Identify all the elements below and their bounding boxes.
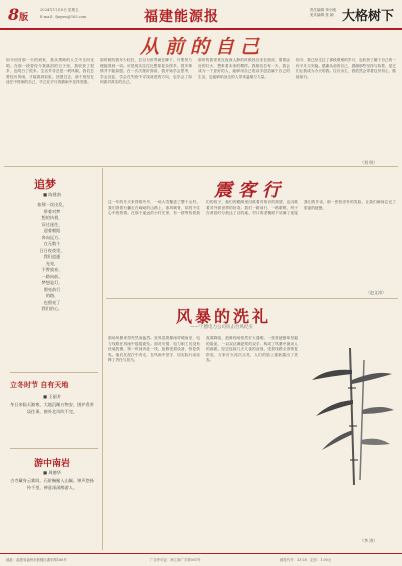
poem3-author: ■ 周德华 xyxy=(43,470,61,475)
poem-line: 光亮， xyxy=(45,260,59,266)
poem-line: 想的执着， xyxy=(41,215,63,220)
poem-line: 迎着朝阳 xyxy=(43,228,61,233)
date-line: 2024年11月8日 星期五 xyxy=(40,8,79,12)
poem-line: 也照亮了 xyxy=(43,299,61,305)
page-number: 8版 xyxy=(8,5,29,24)
divider xyxy=(102,168,103,550)
poem2-author: ■ 王丽芳 xyxy=(43,394,61,399)
page-header xyxy=(0,0,402,30)
article1-title: 从前的自己 xyxy=(140,36,266,58)
footer-ad-license: 广告许可证：闽工商广字第001号 xyxy=(150,558,201,562)
article2-body: 这一年的冬天来得格外早，一场大雪覆盖了整个山村。我们背着行囊走在崎岖的山路上，寒风刺骨，却挡不住心中的热情。在那个遥远的小村庄里，有一群等待着我们的孩子，他们的眼睛里闪烁着对知识的渴望，也闪烁着对外面世界的好奇。我们一路前行，一路歌唱，终于在黄昏时分抵达了目的地。村口的老槐树下站满了迎接我们的乡亲，那一张张淳朴的笑脸，让我们瞬间忘记了旅途的疲惫。 xyxy=(108,200,396,216)
poem-line: 穿过迷茫， xyxy=(41,221,63,227)
poem-line: 的路， xyxy=(45,293,59,298)
article1-col4: 如今，我已经走过了那段艰难的岁月，也收获了属于自己的一份平凡与安稳。感谢从前的自己，感谢那些坚持与执着，是它们让我成为今天的我。往后余生，我依然会带着这份初心，继续前行。 xyxy=(296,58,396,79)
editor-block: 责任编辑 李小刚 美术编辑 张 颖 xyxy=(309,8,336,17)
poem2-body: 冬日来临天渐寒，大地沉睡万物安。围炉煮茶谈往事，窗外北风吹不完。 xyxy=(10,402,94,414)
article1-col2: 那时候的我年少轻狂，总以为世界就在脚下，只要努力便能得到一切。可是现实往往比想象复杂得多，很多事情并不能如愿。在一次次挫折面前，我开始学会思考，学会沉淀，学会在失败中寻找前进的方向，也学会了如何面对真实的自己。 xyxy=(100,58,192,85)
poem-line: 日日夜夜里， xyxy=(39,247,65,253)
divider xyxy=(4,166,398,167)
article1-col1: 如今回首那一天的到来，我从黑暗的人生中走向光明。在那一段曾经令我落泪的日子里，我收获了很多，也明白了很多。生活并非总是一帆风顺，我们总要经历风雨，才能看到彩虹。回望过去，那个曾经在迷茫中徘徊的自己，早已在岁月的磨砺中变得坚强。 xyxy=(6,58,94,85)
footer-address: 地址：福建省福州市鼓楼区湖东路168号 xyxy=(6,558,67,562)
poem1-author: ■ 陈建南 xyxy=(43,192,61,197)
article3-body1: 那场风暴来得突然而猛烈。狂风卷着暴雨呼啸而至，电力线路在风雨中摇摇欲坠。面对灾情，电力职工们没有丝毫犹豫，第一时间奔赴一线，抢修受损设备，恢复供电。他们在泥泞中奔走，在风雨中坚守，用实际行动诠释了责任与担当。 xyxy=(108,336,200,363)
article1-author: （刘 明） xyxy=(360,160,378,165)
section-title: 大格树下 xyxy=(341,9,394,24)
poem-line: 我们的心。 xyxy=(41,306,63,311)
poem-line: 一路向前。 xyxy=(41,273,63,279)
article2-author: （赵文涛） xyxy=(366,290,386,295)
poem-line: 照亮前行 xyxy=(43,286,61,292)
poem-line: 不曾放弃， xyxy=(41,267,63,272)
poem2-heading: 立冬时节 自有天地 xyxy=(10,380,69,389)
poem-line: 梦想是灯， xyxy=(41,280,63,285)
poetry-box xyxy=(4,168,100,560)
divider xyxy=(10,448,98,449)
article1-col3: 那时的我常常在夜深人静的时候独自坐在窗前，望着远处的灯火，想象着未来的模样。我相信总有一天，我会成为一个更好的人，能够用自己的双手创造属于自己的生活，也能够给身边的人带来温暖与力量。 xyxy=(198,58,290,79)
poem3-body: 古寺藏身云雾间，石阶蜿蜒入山巅。钟声悠扬传千里，禅意深深醉游人。 xyxy=(10,478,94,490)
bamboo-illustration xyxy=(306,340,396,490)
poem1-body xyxy=(4,202,100,313)
article3-author: （李 涛） xyxy=(360,538,378,543)
article3-subtitle: ——宁德电力公司抗击台风纪实 xyxy=(190,325,253,330)
poem-line: 我们追逐 xyxy=(43,254,61,259)
article3-title: 风暴的洗礼 xyxy=(176,307,272,326)
page-footer xyxy=(0,553,402,566)
poem-line: 在无数个 xyxy=(43,241,61,246)
poem1-heading: 追梦 xyxy=(34,178,56,191)
article3-body2: 夜幕降临，抢修现场依然灯火通明。一张张疲惫却坚毅的脸庞，一双双沾满泥浆的双手，构成了风暴中最动人的画面。经过连续几天几夜的奋战，受损线路全部恢复供电，万家灯火再次点亮，人们的脸上重新露出了笑容。 xyxy=(206,336,298,363)
poem-line: 奔向远方。 xyxy=(41,234,63,240)
poem-line: 带着对梦 xyxy=(43,208,61,214)
masthead: 福建能源报 xyxy=(144,9,219,25)
poem3-heading: 游中南岩 xyxy=(34,459,71,469)
divider xyxy=(106,298,398,299)
header-rule xyxy=(0,28,402,30)
article2-title: 震客行 xyxy=(214,180,286,201)
poem-line: 如那一次出发， xyxy=(37,202,67,207)
divider xyxy=(10,372,98,373)
email-line: E-mail：fjnyxw@163.com xyxy=(40,15,87,19)
footer-price: 邮发代号：33-26 定价：1.00元 xyxy=(280,558,332,562)
